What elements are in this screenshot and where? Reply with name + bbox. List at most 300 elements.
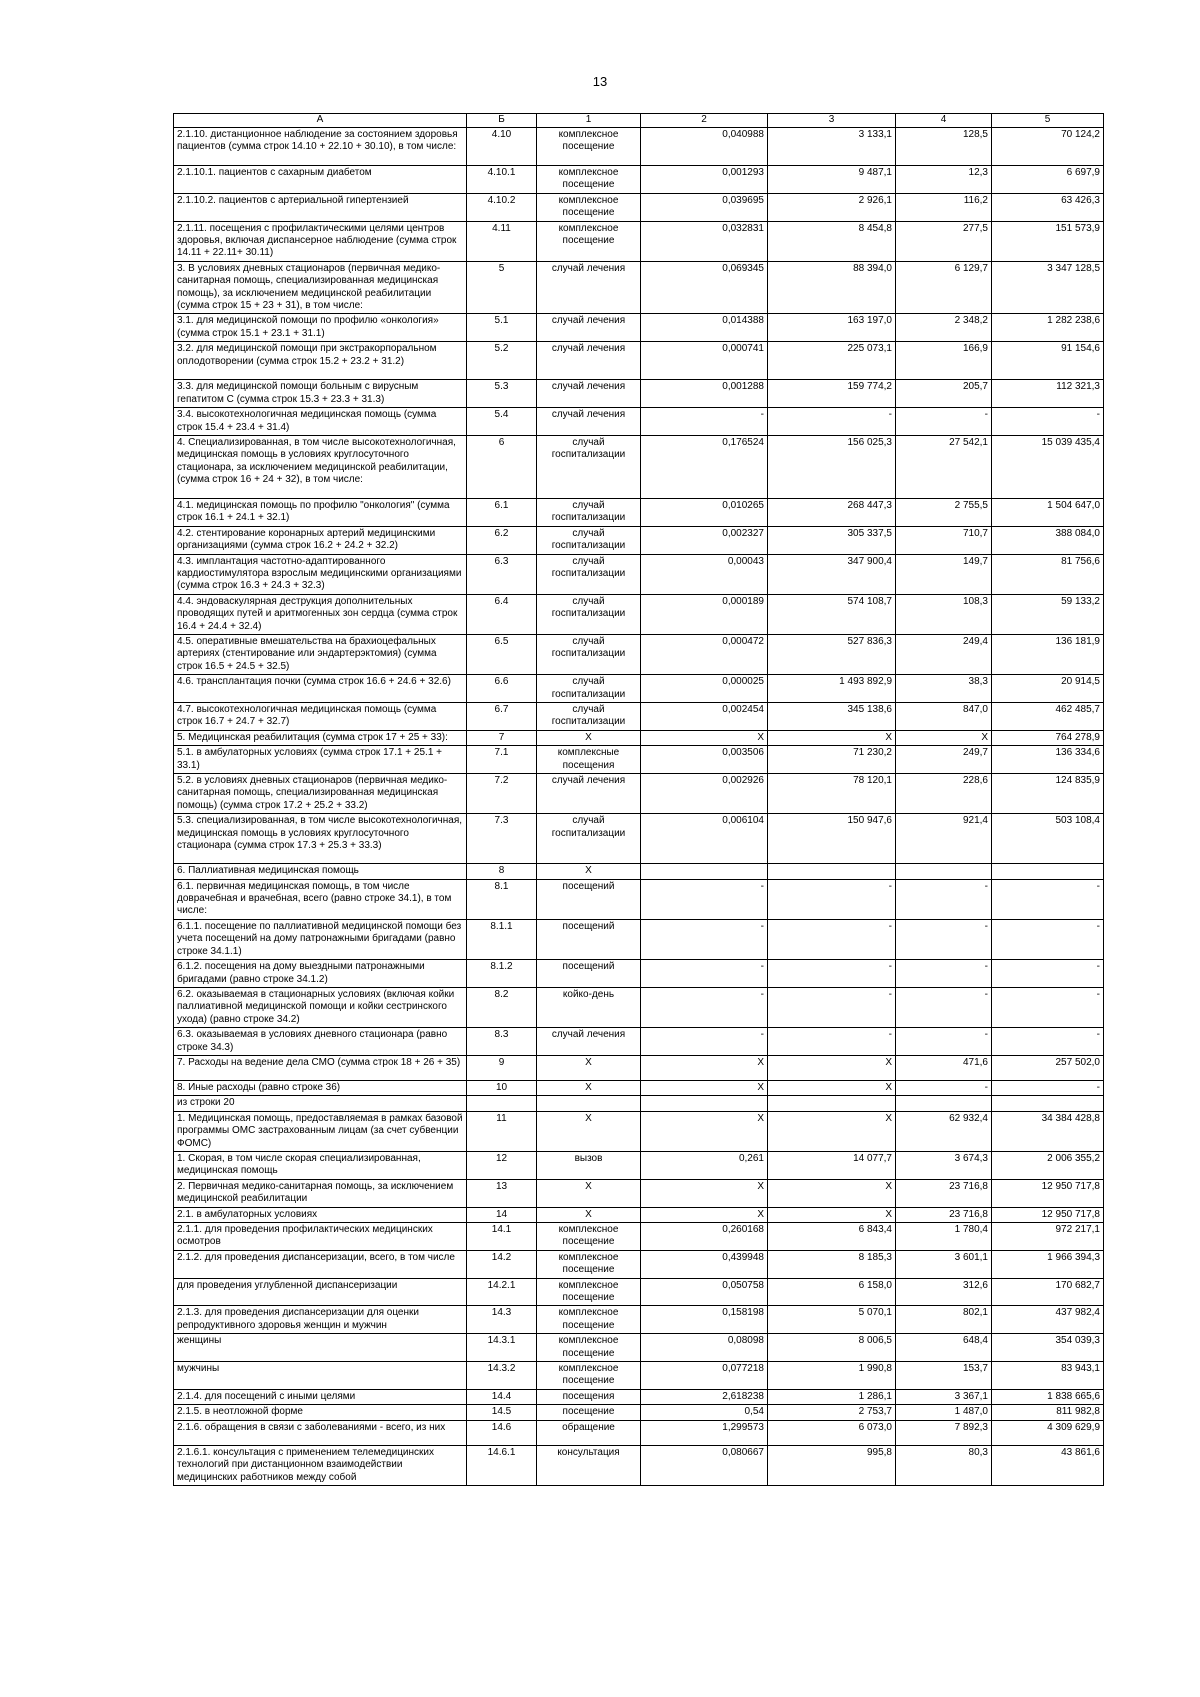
cell-name: для проведения углубленной диспансеризации xyxy=(174,1278,467,1306)
cell-unit: комплексное посещение xyxy=(537,1306,641,1334)
cell-col2: 0,261 xyxy=(641,1151,768,1179)
cell-col2: X xyxy=(641,1080,768,1095)
cell-name: 6.1.1. посещение по паллиативной медицинской помощи без учета посещений на дому патронажными бригадами (равно строке 34.1.1) xyxy=(174,919,467,959)
table-row xyxy=(174,554,1104,594)
cell-name: 4.5. оперативные вмешательства на брахиоцефальных артериях (стентирование или эндартерэктомия) (сумма строк 16.5 + 24.5 + 32.5) xyxy=(174,634,467,674)
table-body xyxy=(174,128,1104,1486)
table-row xyxy=(174,1055,1104,1080)
cell-col3: 347 900,4 xyxy=(768,554,896,594)
cell-col3: 88 394,0 xyxy=(768,261,896,314)
cell-name: женщины xyxy=(174,1334,467,1362)
cell-col2: - xyxy=(641,960,768,988)
table-row xyxy=(174,1179,1104,1207)
cell-col2: 0,001288 xyxy=(641,380,768,408)
cell-col4: 38,3 xyxy=(896,675,992,703)
cell-col4: - xyxy=(896,1028,992,1056)
cell-col2: X xyxy=(641,1207,768,1222)
cell-col4: 7 892,3 xyxy=(896,1420,992,1445)
cell-col5: 972 217,1 xyxy=(992,1223,1104,1251)
cell-col4: 6 129,7 xyxy=(896,261,992,314)
table-row xyxy=(174,1096,1104,1111)
cell-col3: X xyxy=(768,1055,896,1080)
cell-col2: - xyxy=(641,919,768,959)
cell-col3: - xyxy=(768,408,896,436)
cell-row-code: 7.1 xyxy=(467,746,537,774)
cell-col3: 5 070,1 xyxy=(768,1306,896,1334)
cell-row-code: 14.4 xyxy=(467,1389,537,1404)
cell-row-code: 14.6.1 xyxy=(467,1445,537,1485)
cell-row-code: 6.1 xyxy=(467,498,537,526)
cell-col2: 0,050758 xyxy=(641,1278,768,1306)
cell-name: 3.1. для медицинской помощи по профилю «онкология» (сумма строк 15.1 + 23.1 + 31.1) xyxy=(174,314,467,342)
cell-col2: 0,014388 xyxy=(641,314,768,342)
cell-row-code: 4.11 xyxy=(467,221,537,261)
cell-col4: 277,5 xyxy=(896,221,992,261)
cell-col3: 527 836,3 xyxy=(768,634,896,674)
cell-col5: 764 278,9 xyxy=(992,730,1104,745)
column-header-4: 4 xyxy=(896,114,992,128)
cell-row-code: 14.5 xyxy=(467,1405,537,1420)
cell-unit: X xyxy=(537,730,641,745)
cell-col5: 437 982,4 xyxy=(992,1306,1104,1334)
cell-col3: 78 120,1 xyxy=(768,774,896,814)
cell-col2: 0,010265 xyxy=(641,498,768,526)
cell-unit: комплексное посещение xyxy=(537,1362,641,1390)
cell-unit: случай госпитализации xyxy=(537,814,641,864)
table-row xyxy=(174,774,1104,814)
cell-col3: - xyxy=(768,960,896,988)
table-row xyxy=(174,703,1104,731)
table-row xyxy=(174,1362,1104,1390)
cell-col4: 128,5 xyxy=(896,128,992,166)
cell-col3: 225 073,1 xyxy=(768,342,896,380)
cell-col5: 354 039,3 xyxy=(992,1334,1104,1362)
cell-col3: 8 185,3 xyxy=(768,1250,896,1278)
cell-row-code: 14 xyxy=(467,1207,537,1222)
cell-col3: 6 843,4 xyxy=(768,1223,896,1251)
cell-unit: посещений xyxy=(537,879,641,919)
cell-unit: случай госпитализации xyxy=(537,703,641,731)
table-row xyxy=(174,1334,1104,1362)
cell-col2: 0,001293 xyxy=(641,166,768,194)
cell-row-code: 14.3.2 xyxy=(467,1362,537,1390)
cell-col2: X xyxy=(641,1179,768,1207)
table-row xyxy=(174,730,1104,745)
cell-col3: 3 133,1 xyxy=(768,128,896,166)
cell-col4: 312,6 xyxy=(896,1278,992,1306)
table-row xyxy=(174,498,1104,526)
cell-unit: комплексное посещение xyxy=(537,1334,641,1362)
cell-col3: 8 006,5 xyxy=(768,1334,896,1362)
cell-row-code: 8.3 xyxy=(467,1028,537,1056)
cell-col3: 6 158,0 xyxy=(768,1278,896,1306)
cell-name: 1. Медицинская помощь, предоставляемая в рамках базовой программы ОМС застрахованным лицам (за счет субвенции ФОМС) xyxy=(174,1111,467,1151)
cell-col3: 159 774,2 xyxy=(768,380,896,408)
cell-col5: 170 682,7 xyxy=(992,1278,1104,1306)
cell-unit: койко-день xyxy=(537,987,641,1027)
cell-row-code: 6.2 xyxy=(467,526,537,554)
cell-row-code: 6.3 xyxy=(467,554,537,594)
cell-row-code: 8.1 xyxy=(467,879,537,919)
cell-col5: 462 485,7 xyxy=(992,703,1104,731)
cell-col3: 156 025,3 xyxy=(768,435,896,498)
column-header-3: 3 xyxy=(768,114,896,128)
cell-col3 xyxy=(768,864,896,879)
cell-name: 2.1.3. для проведения диспансеризации для оценки репродуктивного здоровья женщин и мужчин xyxy=(174,1306,467,1334)
cell-unit: случай госпитализации xyxy=(537,675,641,703)
cell-name: 3.4. высокотехнологичная медицинская помощь (сумма строк 15.4 + 23.4 + 31.4) xyxy=(174,408,467,436)
cell-name: 2.1.5. в неотложной форме xyxy=(174,1405,467,1420)
cell-unit: комплексное посещение xyxy=(537,193,641,221)
column-header-1: 1 xyxy=(537,114,641,128)
cell-unit: случай госпитализации xyxy=(537,554,641,594)
cell-col3: 1 286,1 xyxy=(768,1389,896,1404)
cell-col5: 4 309 629,9 xyxy=(992,1420,1104,1445)
cell-col4: 62 932,4 xyxy=(896,1111,992,1151)
cell-unit: посещений xyxy=(537,919,641,959)
column-header-a: А xyxy=(174,114,467,128)
cell-col5: 1 838 665,6 xyxy=(992,1389,1104,1404)
cell-row-code: 14.2.1 xyxy=(467,1278,537,1306)
cell-col2: 0,00043 xyxy=(641,554,768,594)
cell-unit: X xyxy=(537,1080,641,1095)
cell-col3: - xyxy=(768,879,896,919)
cell-row-code: 14.6 xyxy=(467,1420,537,1445)
table-row xyxy=(174,193,1104,221)
cell-col3: X xyxy=(768,1111,896,1151)
cell-col3: - xyxy=(768,919,896,959)
cell-name: 2.1.2. для проведения диспансеризации, всего, в том числе xyxy=(174,1250,467,1278)
cell-col3: 268 447,3 xyxy=(768,498,896,526)
cell-unit xyxy=(537,1096,641,1111)
cell-col2: 0,000472 xyxy=(641,634,768,674)
cell-unit: комплексное посещение xyxy=(537,1278,641,1306)
cell-col3: 6 073,0 xyxy=(768,1420,896,1445)
cell-col2: 0,003506 xyxy=(641,746,768,774)
cell-row-code: 10 xyxy=(467,1080,537,1095)
cell-col2: 2,618238 xyxy=(641,1389,768,1404)
table-row xyxy=(174,960,1104,988)
cell-unit: случай лечения xyxy=(537,314,641,342)
cell-col5: 34 384 428,8 xyxy=(992,1111,1104,1151)
table-row xyxy=(174,1080,1104,1095)
cell-col5: 2 006 355,2 xyxy=(992,1151,1104,1179)
cell-row-code: 14.3 xyxy=(467,1306,537,1334)
cell-name: 2.1.10.1. пациентов с сахарным диабетом xyxy=(174,166,467,194)
cell-col4: 205,7 xyxy=(896,380,992,408)
cell-unit: комплексные посещения xyxy=(537,746,641,774)
cell-row-code: 5.4 xyxy=(467,408,537,436)
cell-unit: случай лечения xyxy=(537,408,641,436)
cell-col3: 345 138,6 xyxy=(768,703,896,731)
cell-col4: 80,3 xyxy=(896,1445,992,1485)
cell-col3 xyxy=(768,1096,896,1111)
table-row xyxy=(174,1445,1104,1485)
cell-col4: - xyxy=(896,408,992,436)
data-table xyxy=(173,113,1104,1486)
cell-unit: консультация xyxy=(537,1445,641,1485)
cell-col4: 648,4 xyxy=(896,1334,992,1362)
cell-col4: 802,1 xyxy=(896,1306,992,1334)
cell-name: мужчины xyxy=(174,1362,467,1390)
table-row xyxy=(174,1405,1104,1420)
cell-col2: 0,000741 xyxy=(641,342,768,380)
cell-unit: посещение xyxy=(537,1405,641,1420)
cell-name: 1. Скорая, в том числе скорая специализированная, медицинская помощь xyxy=(174,1151,467,1179)
cell-col4: 921,4 xyxy=(896,814,992,864)
cell-col5: 811 982,8 xyxy=(992,1405,1104,1420)
cell-name: 5.1. в амбулаторных условиях (сумма строк 17.1 + 25.1 + 33.1) xyxy=(174,746,467,774)
cell-col4: 27 542,1 xyxy=(896,435,992,498)
cell-col4: - xyxy=(896,1080,992,1095)
table-row xyxy=(174,675,1104,703)
cell-col3: 2 753,7 xyxy=(768,1405,896,1420)
column-header-5: 5 xyxy=(992,114,1104,128)
cell-row-code: 8.1.1 xyxy=(467,919,537,959)
cell-col4: 249,4 xyxy=(896,634,992,674)
cell-name: 5. Медицинская реабилитация (сумма строк 17 + 25 + 33): xyxy=(174,730,467,745)
cell-col2: 1,299573 xyxy=(641,1420,768,1445)
cell-col4: 3 367,1 xyxy=(896,1389,992,1404)
cell-row-code: 8.1.2 xyxy=(467,960,537,988)
cell-unit: случай лечения xyxy=(537,1028,641,1056)
cell-col5: 6 697,9 xyxy=(992,166,1104,194)
cell-col4: - xyxy=(896,919,992,959)
cell-unit: комплексное посещение xyxy=(537,221,641,261)
cell-col2: 0,002454 xyxy=(641,703,768,731)
cell-col4: 710,7 xyxy=(896,526,992,554)
cell-col2: 0,439948 xyxy=(641,1250,768,1278)
cell-unit: случай лечения xyxy=(537,380,641,408)
cell-row-code: 9 xyxy=(467,1055,537,1080)
cell-col3: 1 990,8 xyxy=(768,1362,896,1390)
cell-col3: - xyxy=(768,1028,896,1056)
cell-name: 8. Иные расходы (равно строке 36) xyxy=(174,1080,467,1095)
cell-col5: 1 504 647,0 xyxy=(992,498,1104,526)
cell-col5: - xyxy=(992,879,1104,919)
cell-col4: 116,2 xyxy=(896,193,992,221)
cell-col3: 574 108,7 xyxy=(768,594,896,634)
table-row xyxy=(174,435,1104,498)
cell-col2 xyxy=(641,1096,768,1111)
table-row xyxy=(174,864,1104,879)
table-row xyxy=(174,261,1104,314)
cell-col5: 81 756,6 xyxy=(992,554,1104,594)
cell-unit: случай госпитализации xyxy=(537,594,641,634)
cell-row-code: 8 xyxy=(467,864,537,879)
table-row xyxy=(174,1207,1104,1222)
table-row xyxy=(174,634,1104,674)
cell-col5: 15 039 435,4 xyxy=(992,435,1104,498)
cell-name: 2.1.10.2. пациентов с артериальной гипертензией xyxy=(174,193,467,221)
cell-row-code: 5.1 xyxy=(467,314,537,342)
cell-col2: - xyxy=(641,1028,768,1056)
cell-col5: 257 502,0 xyxy=(992,1055,1104,1080)
cell-col5: 112 321,3 xyxy=(992,380,1104,408)
cell-col2: 0,039695 xyxy=(641,193,768,221)
cell-row-code: 6.4 xyxy=(467,594,537,634)
cell-name: 2.1.11. посещения с профилактическими целями центров здоровья, включая диспансерное наблюдение (сумма строк 14.11 + 22.11+ 30.11) xyxy=(174,221,467,261)
cell-row-code: 5.2 xyxy=(467,342,537,380)
cell-row-code: 7.3 xyxy=(467,814,537,864)
table-row xyxy=(174,128,1104,166)
cell-row-code: 11 xyxy=(467,1111,537,1151)
cell-col3: 71 230,2 xyxy=(768,746,896,774)
cell-col4: 228,6 xyxy=(896,774,992,814)
cell-col2: 0,54 xyxy=(641,1405,768,1420)
cell-col5: 43 861,6 xyxy=(992,1445,1104,1485)
cell-unit: X xyxy=(537,864,641,879)
cell-col3: X xyxy=(768,1080,896,1095)
cell-col5 xyxy=(992,1096,1104,1111)
cell-row-code: 5 xyxy=(467,261,537,314)
cell-name: 4. Специализированная, в том числе высокотехнологичная, медицинская помощь в условиях круглосуточного стационара, за исключением медицинской реабилитации, (сумма строк 16 + 24 + 32), в том числе: xyxy=(174,435,467,498)
cell-col4: 3 674,3 xyxy=(896,1151,992,1179)
cell-name: 6.3. оказываемая в условиях дневного стационара (равно строке 34.3) xyxy=(174,1028,467,1056)
cell-row-code: 12 xyxy=(467,1151,537,1179)
cell-col3: X xyxy=(768,1179,896,1207)
cell-unit: X xyxy=(537,1179,641,1207)
cell-row-code: 5.3 xyxy=(467,380,537,408)
cell-unit: X xyxy=(537,1055,641,1080)
cell-col3: X xyxy=(768,1207,896,1222)
cell-col4: X xyxy=(896,730,992,745)
cell-unit: случай лечения xyxy=(537,342,641,380)
cell-col5: 91 154,6 xyxy=(992,342,1104,380)
cell-name: 7. Расходы на ведение дела СМО (сумма строк 18 + 26 + 35) xyxy=(174,1055,467,1080)
cell-col3: 995,8 xyxy=(768,1445,896,1485)
cell-col5: 20 914,5 xyxy=(992,675,1104,703)
cell-row-code: 8.2 xyxy=(467,987,537,1027)
cell-col4: - xyxy=(896,987,992,1027)
cell-col2: 0,002926 xyxy=(641,774,768,814)
cell-row-code: 7 xyxy=(467,730,537,745)
cell-col2: X xyxy=(641,730,768,745)
cell-col4 xyxy=(896,864,992,879)
table-row xyxy=(174,1389,1104,1404)
cell-col5: 1 282 238,6 xyxy=(992,314,1104,342)
cell-unit: вызов xyxy=(537,1151,641,1179)
cell-col3: 8 454,8 xyxy=(768,221,896,261)
cell-name: 2.1.6. обращения в связи с заболеваниями - всего, из них xyxy=(174,1420,467,1445)
cell-col5: 151 573,9 xyxy=(992,221,1104,261)
cell-col2: 0,000189 xyxy=(641,594,768,634)
cell-col2: 0,176524 xyxy=(641,435,768,498)
cell-unit: обращение xyxy=(537,1420,641,1445)
cell-row-code: 14.1 xyxy=(467,1223,537,1251)
table-row xyxy=(174,526,1104,554)
cell-col4: 149,7 xyxy=(896,554,992,594)
cell-name: 2.1.1. для проведения профилактических медицинских осмотров xyxy=(174,1223,467,1251)
cell-name: 2. Первичная медико-санитарная помощь, за исключением медицинской реабилитации xyxy=(174,1179,467,1207)
cell-col3: X xyxy=(768,730,896,745)
cell-row-code: 4.10.2 xyxy=(467,193,537,221)
cell-col2: - xyxy=(641,408,768,436)
cell-unit: посещения xyxy=(537,1389,641,1404)
cell-col5: 136 334,6 xyxy=(992,746,1104,774)
table-row xyxy=(174,1278,1104,1306)
cell-row-code: 6.6 xyxy=(467,675,537,703)
cell-name: 4.4. эндоваскулярная деструкция дополнительных проводящих путей и аритмогенных зон сердца (сумма строк 16.4 + 24.4 + 32.4) xyxy=(174,594,467,634)
cell-col5: 70 124,2 xyxy=(992,128,1104,166)
cell-col4: 2 348,2 xyxy=(896,314,992,342)
cell-col2 xyxy=(641,864,768,879)
cell-col2: 0,032831 xyxy=(641,221,768,261)
cell-col2: X xyxy=(641,1111,768,1151)
cell-row-code: 14.3.1 xyxy=(467,1334,537,1362)
cell-col4: 1 780,4 xyxy=(896,1223,992,1251)
cell-col5: 59 133,2 xyxy=(992,594,1104,634)
cell-unit: посещений xyxy=(537,960,641,988)
cell-col5: - xyxy=(992,919,1104,959)
cell-col2: - xyxy=(641,987,768,1027)
cell-col5: - xyxy=(992,960,1104,988)
cell-name: 6.1.2. посещения на дому выездными патронажными бригадами (равно строке 34.1.2) xyxy=(174,960,467,988)
cell-unit: случай госпитализации xyxy=(537,435,641,498)
cell-col4: 166,9 xyxy=(896,342,992,380)
cell-col4 xyxy=(896,1096,992,1111)
cell-col4: - xyxy=(896,960,992,988)
cell-col2: 0,158198 xyxy=(641,1306,768,1334)
table-row xyxy=(174,1223,1104,1251)
table-row xyxy=(174,814,1104,864)
cell-name: 4.2. стентирование коронарных артерий медицинскими организациями (сумма строк 16.2 + 24.2 + 32.2) xyxy=(174,526,467,554)
cell-col5: 12 950 717,8 xyxy=(992,1179,1104,1207)
cell-row-code: 6 xyxy=(467,435,537,498)
cell-col5: 63 426,3 xyxy=(992,193,1104,221)
cell-col2: 0,006104 xyxy=(641,814,768,864)
cell-name: 6.2. оказываемая в стационарных условиях (включая койки паллиативной медицинской помощи и койки сестринского ухода) (равно строке 34.2) xyxy=(174,987,467,1027)
cell-col4: 249,7 xyxy=(896,746,992,774)
cell-col4: 12,3 xyxy=(896,166,992,194)
table-row xyxy=(174,1151,1104,1179)
cell-name: 6.1. первичная медицинская помощь, в том числе доврачебная и врачебная, всего (равно строке 34.1), в том числе: xyxy=(174,879,467,919)
cell-row-code: 13 xyxy=(467,1179,537,1207)
cell-col4: 2 755,5 xyxy=(896,498,992,526)
cell-col4: 1 487,0 xyxy=(896,1405,992,1420)
cell-col2: 0,260168 xyxy=(641,1223,768,1251)
cell-col2: 0,069345 xyxy=(641,261,768,314)
cell-row-code: 6.5 xyxy=(467,634,537,674)
cell-col3: 150 947,6 xyxy=(768,814,896,864)
cell-col3: 163 197,0 xyxy=(768,314,896,342)
cell-col2: 0,08098 xyxy=(641,1334,768,1362)
cell-col3: - xyxy=(768,987,896,1027)
cell-col3: 1 493 892,9 xyxy=(768,675,896,703)
cell-name: 4.6. трансплантация почки (сумма строк 16.6 + 24.6 + 32.6) xyxy=(174,675,467,703)
cell-col2: - xyxy=(641,879,768,919)
cell-col4: 23 716,8 xyxy=(896,1179,992,1207)
cell-col5: 1 966 394,3 xyxy=(992,1250,1104,1278)
cell-name: 2.1.6.1. консультация с применением телемедицинских технологий при дистанционном взаимодействии медицинских работников между собой xyxy=(174,1445,467,1485)
table-row xyxy=(174,380,1104,408)
cell-name: 4.7. высокотехнологичная медицинская помощь (сумма строк 16.7 + 24.7 + 32.7) xyxy=(174,703,467,731)
cell-col2: X xyxy=(641,1055,768,1080)
table-row xyxy=(174,221,1104,261)
cell-col5: 388 084,0 xyxy=(992,526,1104,554)
cell-unit: комплексное посещение xyxy=(537,166,641,194)
cell-name: 2.1. в амбулаторных условиях xyxy=(174,1207,467,1222)
table-row xyxy=(174,1028,1104,1056)
cell-col4: 847,0 xyxy=(896,703,992,731)
table-row xyxy=(174,166,1104,194)
cell-col5: 503 108,4 xyxy=(992,814,1104,864)
cell-unit: случай госпитализации xyxy=(537,498,641,526)
cell-row-code: 7.2 xyxy=(467,774,537,814)
cell-name: 5.3. специализированная, в том числе высокотехнологичная, медицинская помощь в условиях круглосуточного стационара (сумма строк 17.3 + 25.3 + 33.3) xyxy=(174,814,467,864)
cell-unit: X xyxy=(537,1111,641,1151)
cell-name: 4.3. имплантация частотно-адаптированного кардиостимулятора взрослым медицинскими организациями (сумма строк 16.3 + 24.3 + 32.3) xyxy=(174,554,467,594)
